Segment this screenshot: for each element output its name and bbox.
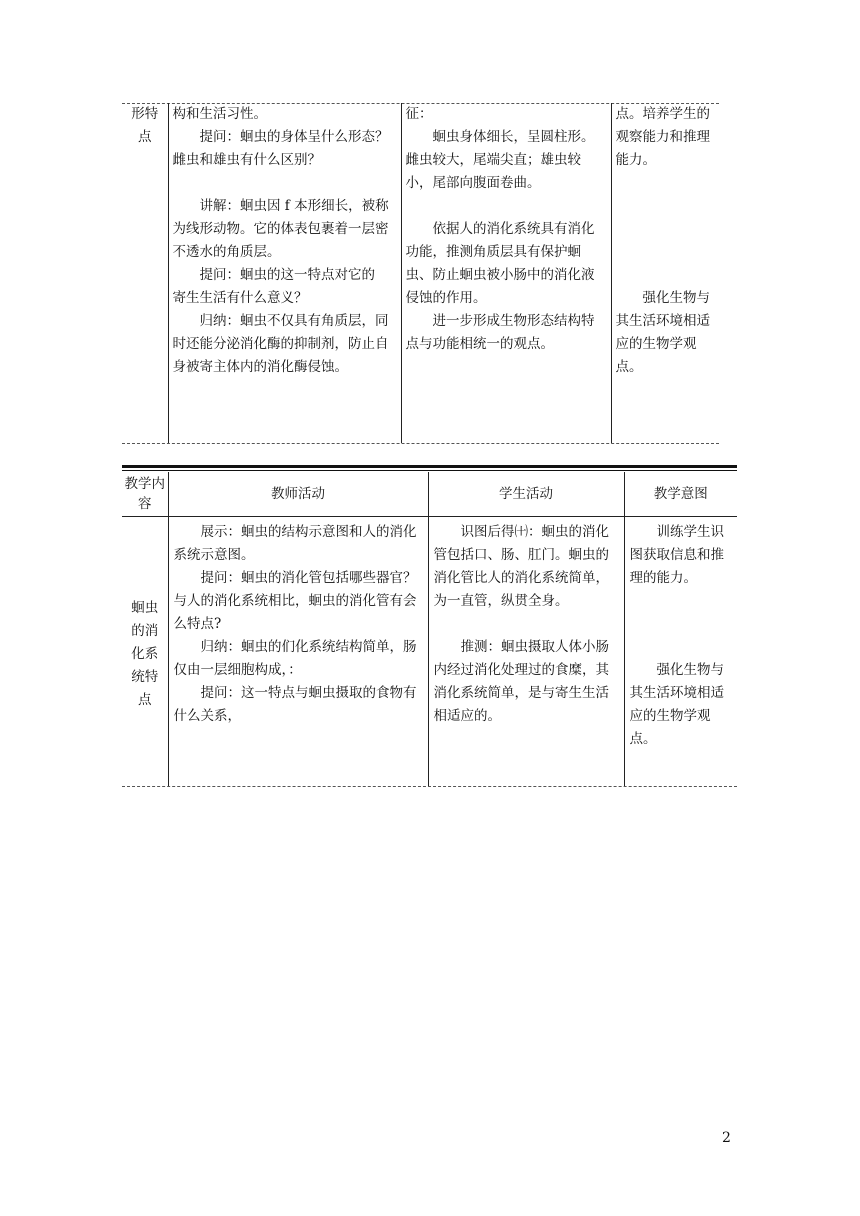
table-row	[122, 517, 737, 788]
lesson-table-continued	[122, 103, 719, 443]
table1-bottom-dashed-rule	[122, 443, 719, 444]
table2-bottom-dashed-rule	[122, 786, 737, 787]
teacher-activity-cell: 构和生活习性。 提问：蛔虫的身体呈什么形态？雌虫和雄虫有什么区别？ 讲解：蛔虫因 f 本形细长，被称为线形动物。它的体表包裹着一层密不透水的角质层。 提问：蛔虫的这一特点对它的 寄生生活有什么意义？ 归纳：蛔虫不仅具有角质层，同时还能分泌消化酶的抑制剂，防止自身被寄主体内的消化酶侵蚀。	[168, 103, 401, 443]
student-activity-cell: 征： 蛔虫身体细长，呈圆柱形。雌虫较大，尾端尖直；雄虫较小，尾部向腹面卷曲。 依据人的消化系统具有消化功能，推测角质层具有保护蛔虫、防止蛔虫被小肠中的消化液侵蚀的作用。 进一步形成生物形态结构特点与功能相统一的观点。	[401, 103, 611, 443]
header-teacher: 教师活动	[168, 472, 428, 517]
topic-cell: 形特 点	[131, 106, 159, 145]
teacher-activity-cell: 展示：蛔虫的结构示意图和人的消化系统示意图。 提问：蛔虫的消化管包括哪些器官？与人的消化系统相比，蛔虫的消化管有会么特点? 归纳：蛔虫的们化系统结构简单，肠仅由一层细胞构成，： 提问：这一特点与蛔虫摄取的食物有什么关系，	[168, 517, 428, 788]
lesson-table-digestive	[122, 472, 737, 787]
header-student: 学生活动	[428, 472, 624, 517]
section-thin-rule	[122, 470, 737, 471]
student-activity-cell: 识图后得㈩：蛔虫的消化管包括口、肠、肛门。蛔虫的消化管比人的消化系统简单，为一直管，纵贯全身。 推测：蛔虫摄取人体小肠内经过消化处理过的食糜，其消化系统简单，是与寄生生活相适应的。	[428, 517, 624, 788]
topic-cell: 蛔虫 的消 化系 统特 点	[131, 599, 159, 708]
section-thick-rule	[122, 465, 737, 468]
header-row	[122, 472, 737, 517]
header-topic: 教学内容	[122, 472, 168, 517]
header-intent: 教学意图	[624, 472, 737, 517]
page-number: 2	[722, 1130, 731, 1146]
table-row	[122, 103, 719, 443]
teaching-intent-cell: 训练学生识图获取信息和推理的能力。 强化生物与其生活环境相适应的生物学观点。	[624, 517, 737, 788]
teaching-intent-cell: 点。培养学生的观察能力和推理能力。 强化生物与其生活环境相适应的生物学观点。	[611, 103, 719, 443]
